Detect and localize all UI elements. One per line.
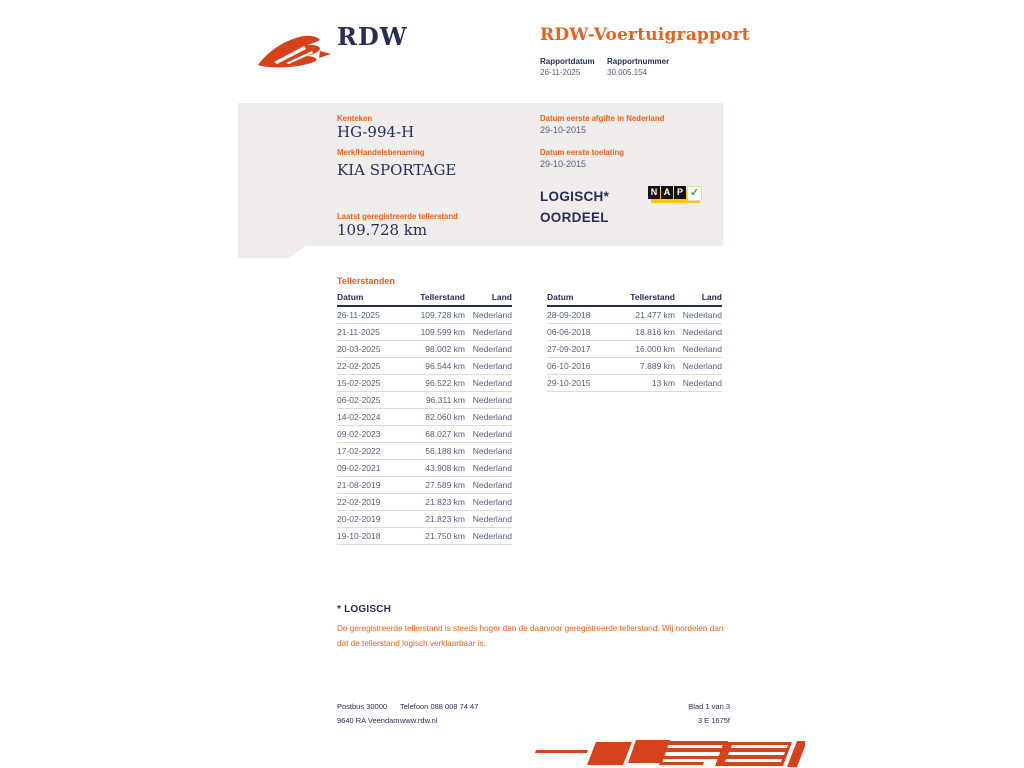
cell-tellerstand: 56.188 km [393,443,465,460]
footnote-title [337,604,391,615]
cell-tellerstand: 16.000 km [603,341,675,358]
cell-tellerstand: 18.816 km [603,324,675,341]
cell-land: Nederland [675,324,722,341]
column-header-tellerstand: Tellerstand [603,290,675,306]
cell-land: Nederland [675,341,722,358]
table-row [337,324,512,341]
footer-page-number: Blad 1 van 3 [688,702,730,711]
table-row [547,324,722,341]
column-header-tellerstand: Tellerstand [393,290,465,306]
footer-page-info [600,700,730,728]
summary-box-tab [238,246,306,258]
cell-land: Nederland [675,306,722,324]
column-header-datum: Datum [547,290,603,306]
column-header-land: Land [675,290,722,306]
eerste-toelating-label: Datum eerste toelating [540,148,625,157]
cell-land: Nederland [465,443,512,460]
cell-tellerstand: 109.728 km [393,306,465,324]
footnote-marker: * [337,604,345,615]
table-row [337,477,512,494]
eerste-afgifte-label: Datum eerste afgifte in Nederland [540,114,665,123]
table-row [337,443,512,460]
cell-land: Nederland [465,460,512,477]
footer-phone: Telefoon 088 008 74 47 [400,702,479,711]
cell-land: Nederland [675,358,722,375]
rdw-wing-graphic [535,735,805,768]
cell-land: Nederland [465,426,512,443]
cell-tellerstand: 13 km [603,375,675,392]
oordeel-line1: LOGISCH* [540,189,610,204]
cell-datum: 28-09-2018 [547,306,603,324]
footnote-title-text: LOGISCH [344,604,392,615]
cell-land: Nederland [675,375,722,392]
footer-address-line2: 9640 RA Veendam [337,716,400,725]
table-row [337,341,512,358]
cell-datum: 27-09-2017 [547,341,603,358]
cell-tellerstand: 27.589 km [393,477,465,494]
cell-land: Nederland [465,511,512,528]
cell-tellerstand: 96.522 km [393,375,465,392]
report-number-label: Rapportnummer [607,57,670,66]
cell-datum: 29-10-2015 [547,375,603,392]
oordeel-line2: OORDEEL [540,210,609,225]
rdw-logo-icon [256,27,332,69]
nap-logo [648,186,700,203]
table-row [337,528,512,545]
table-header-row [337,290,512,306]
table-row [337,460,512,477]
footnote-text: De geregistreerde tellerstand is steeds hoger dan de daarvoor geregistreerde tellerstand. Wij oordelen dan dat de tellerstand logisch verklaarbaar is. [337,624,724,648]
table-row [337,511,512,528]
cell-datum: 14-02-2024 [337,409,393,426]
vehicle-summary-box [238,103,723,246]
merk-value: KIA SPORTAGE [337,161,457,179]
nap-letter-p: P [674,186,686,199]
cell-datum: 17-02-2022 [337,443,393,460]
laatste-tellerstand-value: 109.728 km [337,221,428,239]
oordeel-text [540,186,609,228]
nap-letter-a: A [661,186,673,199]
table-row [547,306,722,324]
eerste-afgifte-value: 29-10-2015 [540,125,587,135]
cell-datum: 19-10-2018 [337,528,393,545]
cell-land: Nederland [465,375,512,392]
cell-tellerstand: 96.544 km [393,358,465,375]
table-row [547,375,722,392]
report-date-label: Rapportdatum [540,57,595,66]
cell-tellerstand: 21.750 km [393,528,465,545]
cell-land: Nederland [465,392,512,409]
cell-tellerstand: 7.889 km [603,358,675,375]
cell-land: Nederland [465,409,512,426]
footer-contact [400,700,478,728]
cell-datum: 22-02-2025 [337,358,393,375]
cell-datum: 09-02-2021 [337,460,393,477]
cell-tellerstand: 109.599 km [393,324,465,341]
cell-tellerstand: 68.027 km [393,426,465,443]
merk-label: Merk/Handelsbenaming [337,148,425,157]
cell-land: Nederland [465,477,512,494]
table-row [337,426,512,443]
cell-datum: 21-08-2019 [337,477,393,494]
table-row [547,358,722,375]
cell-datum: 09-02-2023 [337,426,393,443]
kenteken-label: Kenteken [337,114,373,123]
cell-land: Nederland [465,494,512,511]
report-date-value: 26-11-2025 [540,68,581,77]
table-row [337,375,512,392]
cell-datum: 06-06-2018 [547,324,603,341]
table-row [337,358,512,375]
table-header-row [547,290,722,306]
cell-datum: 20-03-2025 [337,341,393,358]
cell-land: Nederland [465,358,512,375]
cell-tellerstand: 43.908 km [393,460,465,477]
cell-datum: 26-11-2025 [337,306,393,324]
footer-address [337,700,400,728]
cell-datum: 15-02-2025 [337,375,393,392]
table-row [337,306,512,324]
cell-land: Nederland [465,341,512,358]
report-number-value: 30.005.154 [607,68,648,77]
cell-datum: 06-10-2016 [547,358,603,375]
cell-datum: 20-02-2019 [337,511,393,528]
cell-datum: 21-11-2025 [337,324,393,341]
tellerstanden-table-left [337,290,512,545]
cell-tellerstand: 98.002 km [393,341,465,358]
table-row [337,409,512,426]
nap-check-icon: ✓ [687,186,702,201]
eerste-toelating-value: 29-10-2015 [540,159,587,169]
cell-tellerstand: 21.477 km [603,306,675,324]
cell-tellerstand: 21.823 km [393,494,465,511]
footer-form-code: 3 E 1675f [697,716,730,725]
cell-land: Nederland [465,324,512,341]
cell-tellerstand: 96.311 km [393,392,465,409]
cell-tellerstand: 21.823 km [393,511,465,528]
table-row [337,494,512,511]
rdw-logo-text: RDW [337,22,408,51]
cell-datum: 06-02-2025 [337,392,393,409]
nap-letter-n: N [648,186,660,199]
kenteken-value: HG-994-H [337,123,415,141]
footer-address-line1: Postbus 30000 [337,702,388,711]
column-header-datum: Datum [337,290,393,306]
tellerstanden-heading: Tellerstanden [337,276,395,286]
cell-land: Nederland [465,528,512,545]
cell-tellerstand: 82.060 km [393,409,465,426]
table-row [547,341,722,358]
laatste-tellerstand-label: Laatst geregistreerde tellerstand [337,212,458,221]
column-header-land: Land [465,290,512,306]
footer-website: www.rdw.nl [400,716,438,725]
cell-datum: 22-02-2019 [337,494,393,511]
cell-land: Nederland [465,306,512,324]
table-row [337,392,512,409]
page-title: RDW-Voertuigrapport [540,25,750,45]
tellerstanden-table-right [547,290,722,392]
